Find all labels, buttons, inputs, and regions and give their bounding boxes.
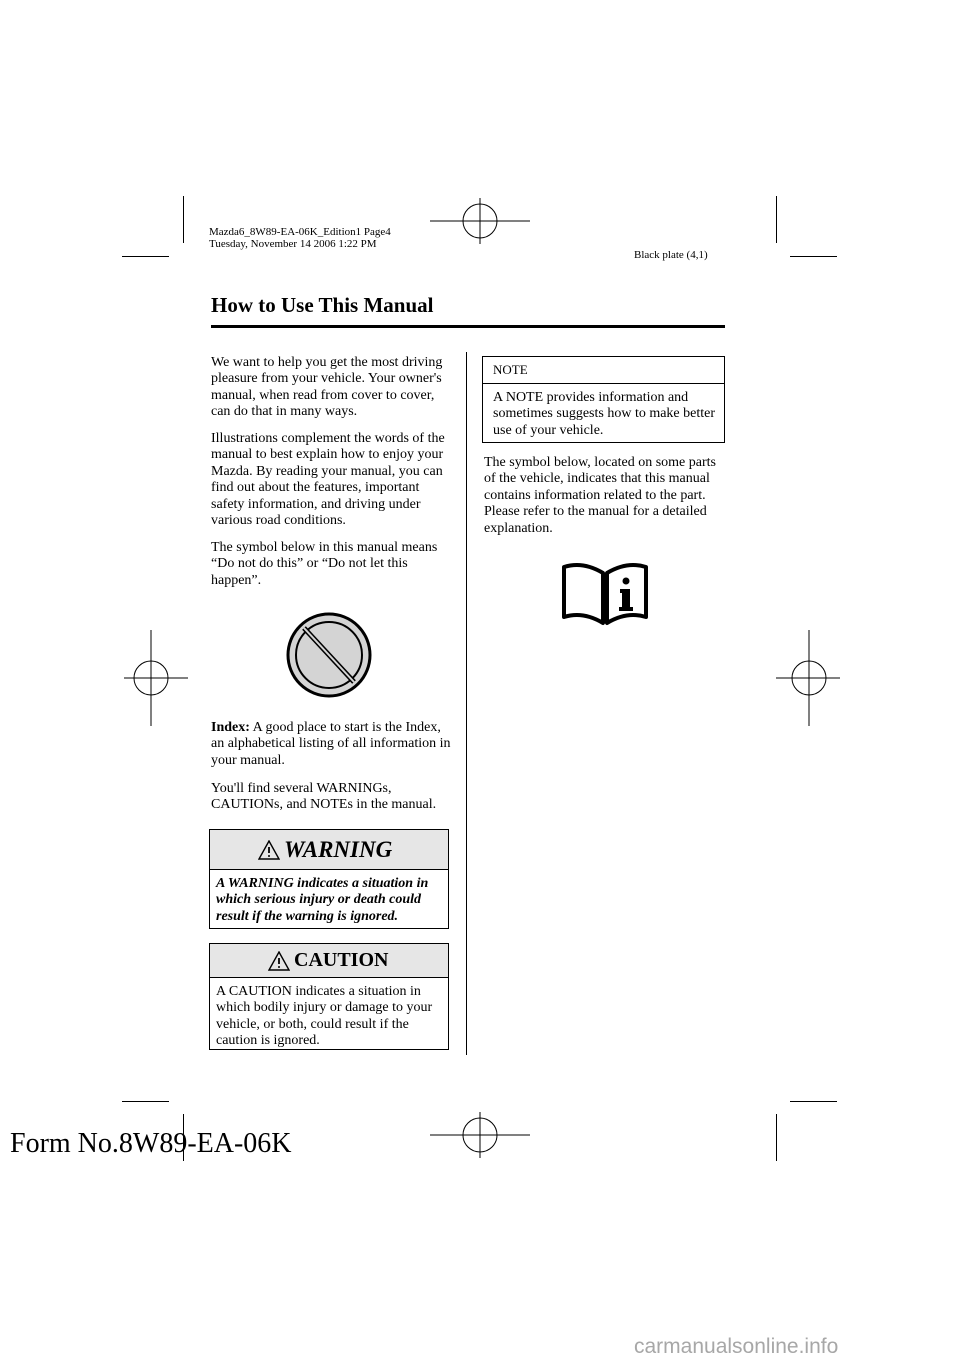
caution-body: A CAUTION indicates a situation in which bodily injury or damage to your vehicle, or both, could result if the caution is ignored. <box>216 984 433 1049</box>
registration-mark-top <box>430 198 530 244</box>
column-divider <box>466 352 467 1055</box>
title-rule <box>211 325 725 328</box>
warning-heading: WARNING <box>284 837 393 862</box>
warning-triangle-icon <box>258 840 280 860</box>
index-label: Index: <box>211 720 250 735</box>
page-title: How to Use This Manual <box>211 293 434 317</box>
caution-box <box>209 943 449 1050</box>
registration-mark-right <box>776 630 840 726</box>
note-heading: NOTE <box>493 362 528 377</box>
slug-line-1: Mazda6_8W89-EA-06K_Edition1 Page4 <box>209 226 391 238</box>
crop-mark <box>790 1101 837 1102</box>
note-box <box>482 356 725 443</box>
warning-box <box>209 829 449 929</box>
symbol-paragraph: The symbol below in this manual means “Do not do this” or “Do not let this happen”. <box>211 540 438 588</box>
manual-symbol-paragraph: The symbol below, located on some parts of the vehicle, indicates that this manual contains information related to the part. Please refer to the manual for a detailed explanation. <box>484 455 716 536</box>
watermark: carmanualsonline.info <box>634 1335 839 1358</box>
registration-mark-bottom <box>430 1112 530 1158</box>
notices-paragraph: You'll find several WARNINGs, CAUTIONs, and NOTEs in the manual. <box>211 781 437 813</box>
note-body: A NOTE provides information and sometimes suggests how to make better use of your vehicle. <box>493 390 716 438</box>
warning-header <box>210 830 448 870</box>
crop-mark <box>122 1101 169 1102</box>
form-number: Form No.8W89-EA-06K <box>10 1128 292 1159</box>
plate-label: Black plate (4,1) <box>634 249 708 261</box>
print-slug <box>209 226 391 250</box>
owners-manual-icon <box>561 561 649 627</box>
index-text: A good place to start is the Index, an alphabetical listing of all information in your manual. <box>211 720 451 768</box>
slug-line-2: Tuesday, November 14 2006 1:22 PM <box>209 238 377 250</box>
registration-mark-left <box>124 630 188 726</box>
intro-paragraph: We want to help you get the most driving pleasure from your vehicle. Your owner's manual, when read from cover to cover, can do that in many ways. <box>211 355 443 420</box>
crop-mark <box>776 1114 777 1161</box>
prohibition-icon <box>284 610 374 700</box>
index-paragraph <box>211 720 451 769</box>
crop-mark <box>122 256 169 257</box>
illustrations-paragraph: Illustrations complement the words of the manual to best explain how to enjoy your Mazda. By reading your manual, you can find out about the features, important safety information, and driving under various road conditions. <box>211 431 445 529</box>
caution-header <box>210 944 448 978</box>
warning-body: A WARNING indicates a situation in which serious injury or death could result if the warning is ignored. <box>216 876 429 924</box>
crop-mark <box>776 196 777 243</box>
note-header <box>483 357 724 384</box>
crop-mark <box>183 196 184 243</box>
caution-triangle-icon <box>268 951 290 971</box>
caution-heading: CAUTION <box>294 949 389 971</box>
crop-mark <box>790 256 837 257</box>
